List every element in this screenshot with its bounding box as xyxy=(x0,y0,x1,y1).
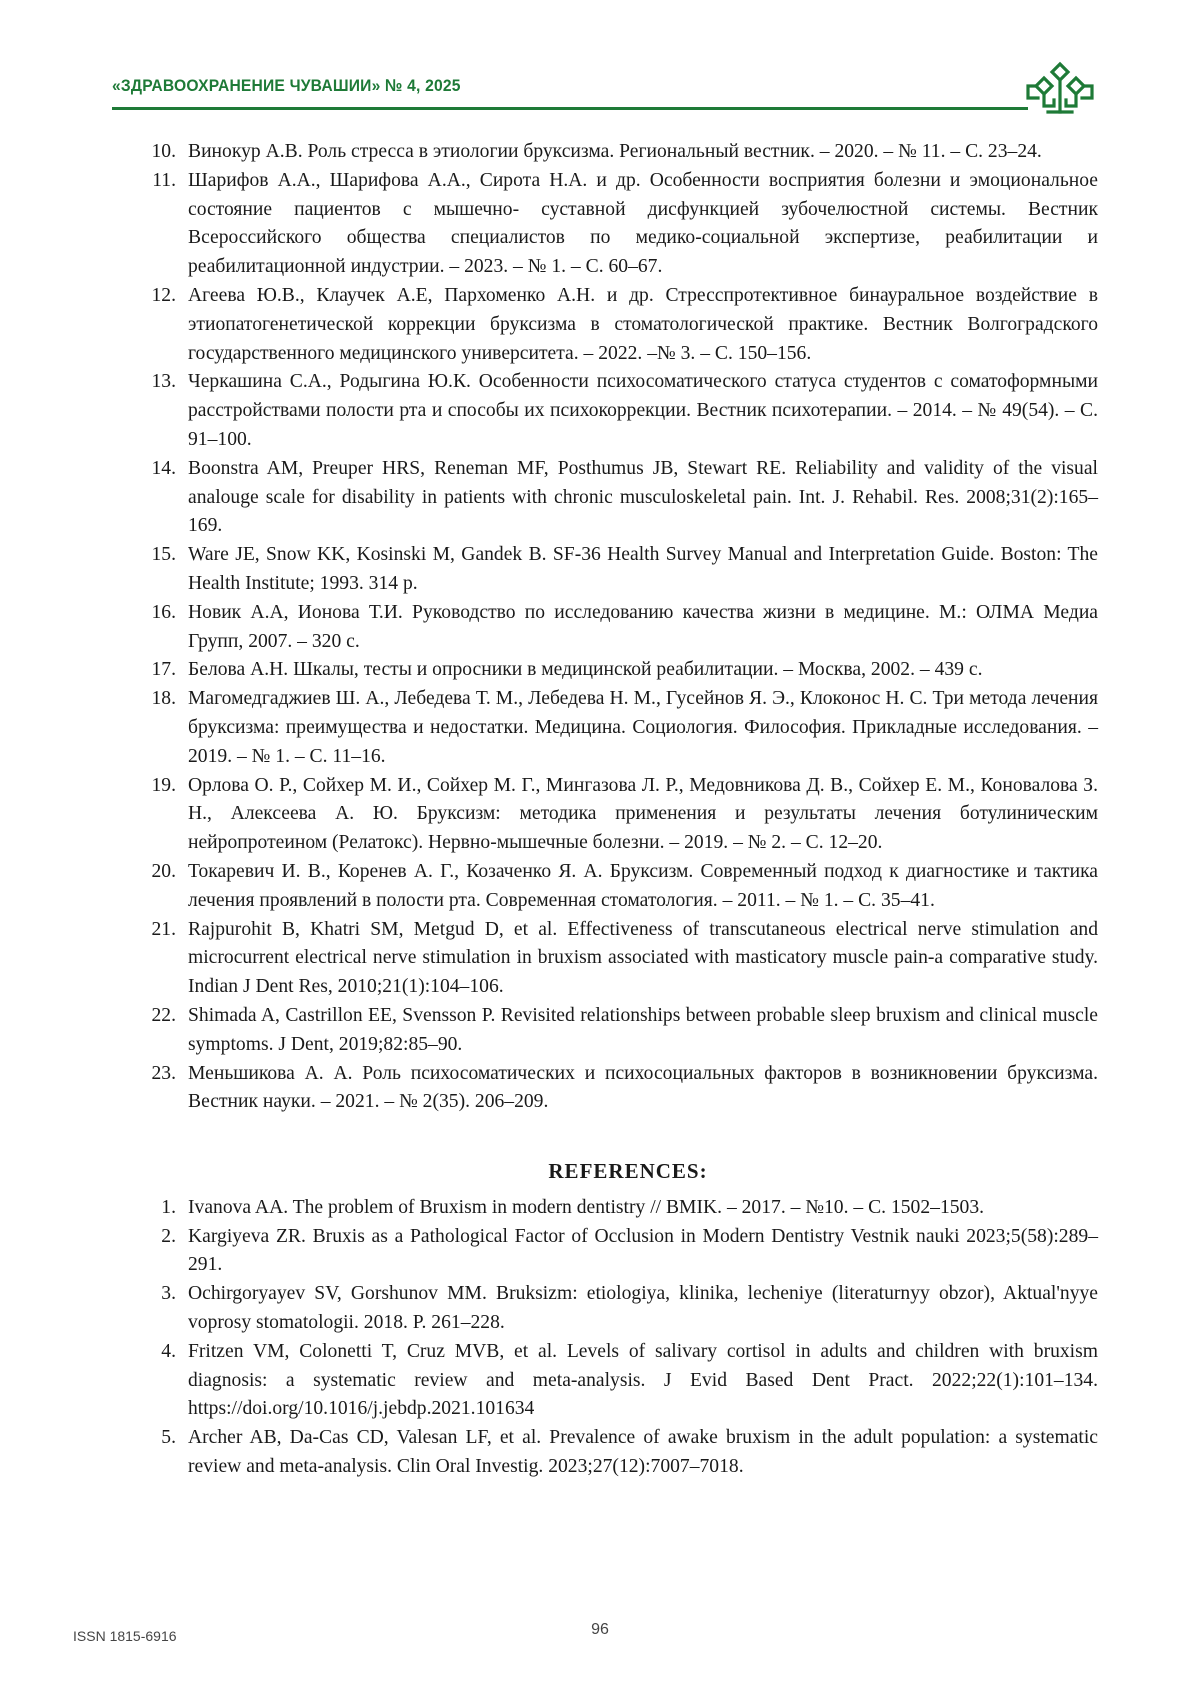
reference-text: Archer AB, Da-Cas CD, Valesan LF, et al. Prevalence of awake bruxism in the adult population: a systematic review and meta-analysis. Clin Oral Investig. 2023;27(12):7007–7018. xyxy=(188,1427,1098,1478)
reference-number: 19. xyxy=(151,774,176,796)
reference-text: Boonstra AM, Preuper HRS, Reneman MF, Posthumus JB, Stewart RE. Reliability and validity of the visual analouge scale for disability in patients with chronic musculoskeletal pain. Int. J. Rehabil. Res. 2008;31(2):165–169. xyxy=(188,457,1098,537)
reference-number: 17. xyxy=(151,659,176,681)
reference-item xyxy=(148,455,1098,541)
reference-text: Rajpurohit B, Khatri SM, Metgud D, et al. Effectiveness of transcutaneous electrical nerve stimulation and microcurrent electrical nerve stimulation in bruxism associated with masticatory muscle pain-a comparative study. Indian J Dent Res, 2010;21(1):104–106. xyxy=(188,918,1098,998)
reference-number: 2. xyxy=(161,1225,176,1247)
reference-text: Агеева Ю.В., Клаучек А.Е, Пархоменко А.Н. и др. Стресспротективное бинауральное воздействие в этиопатогенетической коррекции бруксизма в стоматологической практике. Вестник Волгоградского государственного медицинского университета. – 2022. –№ 3. – С. 150–156. xyxy=(188,284,1098,364)
reference-text: Ochirgoryayev SV, Gorshunov MM. Bruksizm: etiologiya, klinika, lecheniye (literaturnyy obzor), Aktual'nyye voprosy stomatologii. 2018. P. 261–228. xyxy=(188,1283,1098,1334)
reference-text: Орлова О. Р., Сойхер М. И., Сойхер М. Г., Мингазова Л. Р., Медовникова Д. В., Сойхер Е. М., Коновалова З. Н., Алексеева А. Ю. Бруксизм: методика применения и результаты лечения ботулиническим нейропротеином (Релатокс). Нервно-мышечные болезни. – 2019. – № 2. – С. 12–20. xyxy=(188,774,1098,854)
reference-number: 4. xyxy=(161,1340,176,1362)
reference-text: Токаревич И. В., Коренев А. Г., Козаченко Я. А. Бруксизм. Современный подход к диагностике и тактика лечения проявлений в полости рта. Современная стоматология. – 2011. – № 1. – С. 35–41. xyxy=(188,860,1098,911)
reference-number: 21. xyxy=(151,918,176,940)
reference-number: 12. xyxy=(151,284,176,306)
reference-item xyxy=(148,1338,1098,1424)
reference-number: 22. xyxy=(151,1004,176,1026)
journal-title: «ЗДРАВООХРАНЕНИЕ ЧУВАШИИ» № 4, 2025 xyxy=(112,76,461,95)
references-heading: REFERENCES: xyxy=(548,1159,708,1184)
reference-text: Винокур А.В. Роль стресса в этиологии бруксизма. Региональный вестник. – 2020. – № 11. – С. 23–24. xyxy=(188,141,1042,162)
reference-item xyxy=(148,772,1098,858)
page-number: 96 xyxy=(591,1621,609,1638)
reference-text: Ivanova AA. The problem of Bruxism in modern dentistry // BMIK. – 2017. – №10. – С. 1502–1503. xyxy=(188,1196,985,1218)
reference-item xyxy=(148,1002,1098,1060)
reference-text: Магомедгаджиев Ш. А., Лебедева Т. М., Лебедева Н. М., Гусейнов Я. Э., Клоконос Н. С. Три метода лечения бруксизма: преимущества и недостатки. Медицина. Социология. Философия. Прикладные исследования. –2019. – № 1. – С. 11–16. xyxy=(188,688,1098,767)
reference-item xyxy=(148,1280,1098,1338)
reference-number: 16. xyxy=(151,601,176,623)
reference-number: 20. xyxy=(151,860,176,882)
reference-item xyxy=(148,599,1098,657)
reference-item xyxy=(148,685,1098,771)
header-rule xyxy=(112,107,1028,110)
reference-number: 11. xyxy=(152,169,176,191)
reference-number: 18. xyxy=(151,688,176,710)
reference-text: Белова А.Н. Шкалы, тесты и опросники в медицинской реабилитации. – Москва, 2002. – 439 с. xyxy=(188,659,983,681)
reference-number: 3. xyxy=(161,1283,176,1305)
reference-number: 13. xyxy=(151,371,176,393)
reference-text: Ware JE, Snow KK, Kosinski M, Gandek B. SF-36 Health Survey Manual and Interpretation Guide. Boston: The Health Institute; 1993. 314 p. xyxy=(188,544,1098,594)
reference-text: Шарифов А.А., Шарифова А.А., Сирота Н.А. и др. Особенности восприятия болезни и эмоциональное состояние пациентов с мышечно- суставной дисфункцией зубочелюстной системы. Вестник Всероссийского общества специалистов по медико-социальной экспертизе, реабилитации и реабилитационной индустрии. – 2023. – № 1. – С. 60–67. xyxy=(188,169,1098,278)
references-content xyxy=(148,138,1098,1482)
reference-item xyxy=(148,282,1098,368)
english-reference-list xyxy=(148,1194,1098,1482)
reference-item xyxy=(148,916,1098,1002)
reference-text: Shimada A, Castrillon EE, Svensson P. Revisited relationships between probable sleep bruxism and clinical muscle symptoms. J Dent, 2019;82:85–90. xyxy=(188,1004,1098,1055)
reference-text: Fritzen VM, Colonetti T, Cruz MVB, et al. Levels of salivary cortisol in adults and children with bruxism diagnosis: a systematic review and meta-analysis. J Evid Based Dent Pract. 2022;22(1):101–134. https://doi.org/10.1016/j.jebdp.2021.101634 xyxy=(188,1340,1098,1420)
russian-reference-list xyxy=(148,138,1098,1117)
page-header xyxy=(112,66,1090,116)
reference-number: 23. xyxy=(151,1062,176,1084)
reference-item xyxy=(148,138,1098,167)
chuvash-ornament-logo-icon xyxy=(1024,60,1096,116)
reference-text: Новик А.А, Ионова Т.И. Руководство по исследованию качества жизни в медицине. М.: ОЛМА Медиа Групп, 2007. – 320 с. xyxy=(188,601,1098,652)
reference-item xyxy=(148,1194,1098,1223)
footer-issn: ISSN 1815-6916 xyxy=(73,1628,177,1644)
reference-item xyxy=(148,368,1098,454)
reference-item xyxy=(148,1223,1098,1281)
reference-number: 1. xyxy=(161,1196,176,1218)
reference-number: 5. xyxy=(161,1427,176,1449)
reference-item xyxy=(148,167,1098,282)
reference-item xyxy=(148,656,1098,685)
reference-number: 14. xyxy=(151,457,176,479)
reference-text: Меньшикова А. А. Роль психосоматических и психосоциальных факторов в возникновении бруксизма. Вестник науки. – 2021. – № 2(35). 206–209. xyxy=(188,1062,1098,1113)
reference-text: Kargiyeva ZR. Bruxis as a Pathological Factor of Occlusion in Modern Dentistry Vestnik nauki 2023;5(58):289–291. xyxy=(188,1225,1098,1276)
reference-item xyxy=(148,1424,1098,1482)
reference-item xyxy=(148,541,1098,599)
reference-number: 15. xyxy=(151,544,176,566)
reference-text: Черкашина С.А., Родыгина Ю.К. Особенности психосоматического статуса студентов с соматоформными расстройствами полости рта и способы их психокоррекции. Вестник психотерапии. – 2014. – № 49(54). – С. 91–100. xyxy=(188,371,1098,450)
reference-item xyxy=(148,858,1098,916)
reference-item xyxy=(148,1060,1098,1118)
reference-number: 10. xyxy=(151,141,176,162)
